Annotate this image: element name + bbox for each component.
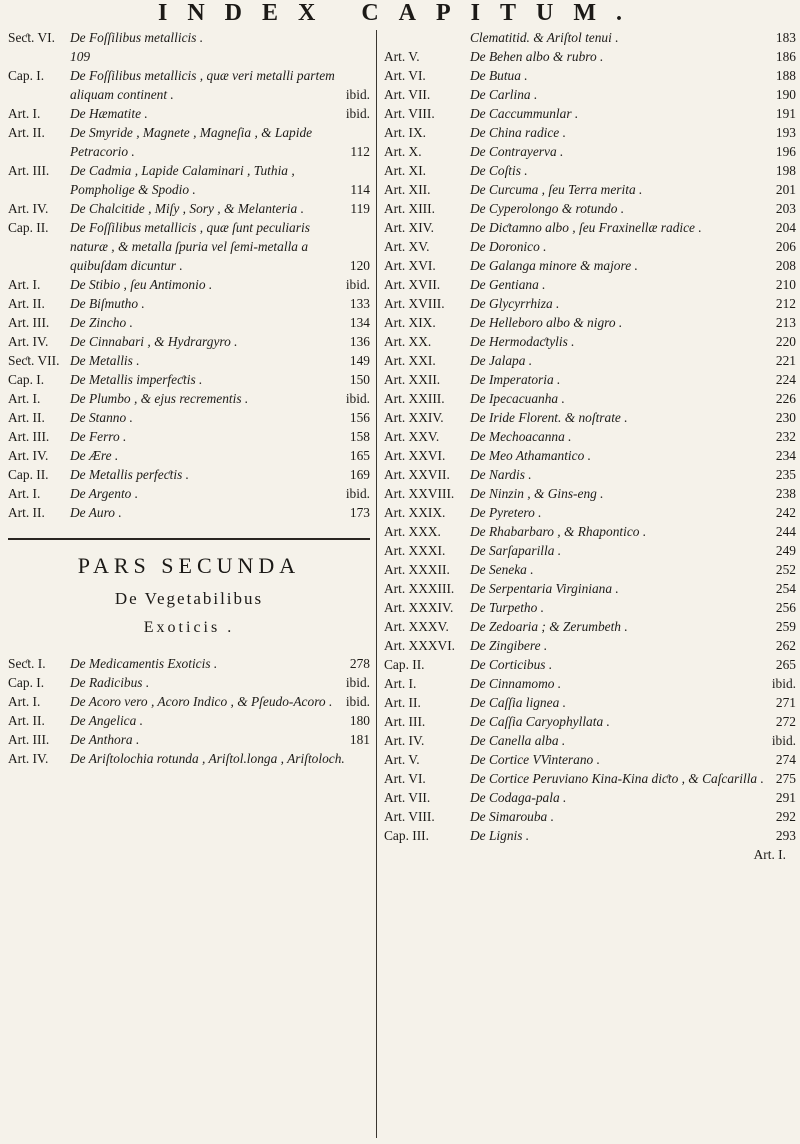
vegetabilibus-heading: De Vegetabilibus	[114, 589, 264, 608]
index-entry	[384, 769, 796, 788]
entry-page: ibid.	[345, 694, 370, 709]
entry-label: Art. I.	[8, 391, 41, 406]
entry-title: De Ferro .	[70, 429, 127, 444]
entry-page: 291	[775, 790, 796, 805]
index-entry	[8, 66, 370, 104]
index-entry	[384, 617, 796, 636]
entry-page: ibid.	[345, 675, 370, 690]
entry-title: De Lignis .	[470, 828, 530, 843]
entry-title: De Metallis perfeƈtis .	[70, 467, 189, 482]
entry-label: Cap. II.	[384, 657, 425, 672]
entry-title: De Stibio , ſeu Antimonio .	[70, 277, 213, 292]
entry-page: 134	[349, 315, 370, 330]
entry-label	[384, 28, 470, 47]
entry-title: De Caſſia lignea .	[470, 695, 566, 710]
index-entry	[384, 294, 796, 313]
index-entry	[8, 484, 370, 503]
entry-label: Cap. I.	[8, 372, 45, 387]
index-entry	[384, 104, 796, 123]
entry-page: 224	[775, 372, 796, 387]
entry-title: De Cortice Peruviano Kina-Kina diƈto , & Caſcarilla .	[470, 771, 764, 786]
entry-label: Art. II.	[8, 296, 45, 311]
entry-title: De Zingibere .	[470, 638, 548, 653]
entry-title: De Contrayerva .	[470, 144, 564, 159]
entry-title: De Metallis imperfeƈtis .	[70, 372, 203, 387]
entry-page: 149	[349, 353, 370, 368]
exoticis-heading: Exoticis .	[143, 619, 235, 636]
index-entry	[384, 522, 796, 541]
entry-page: 226	[775, 391, 796, 406]
entry-title: De Auro .	[70, 505, 122, 520]
index-entry	[8, 199, 370, 218]
index-entry	[384, 47, 796, 66]
index-entry	[8, 218, 370, 275]
entry-label: Art. XII.	[384, 182, 431, 197]
index-entry	[384, 731, 796, 750]
entry-label: Art. XXVII.	[384, 467, 450, 482]
entry-page: ibid.	[345, 277, 370, 292]
entry-title: De Cinnabari , & Hydrargyro .	[70, 334, 238, 349]
entry-page: 181	[349, 732, 370, 747]
entry-title: De Argento .	[70, 486, 139, 501]
entry-label: Art. IV.	[8, 751, 49, 766]
index-entry	[384, 28, 796, 47]
entry-title: De Nardis .	[470, 467, 532, 482]
entry-title: De Carlina .	[470, 87, 538, 102]
entry-label: Art. VIII.	[384, 106, 435, 121]
entry-title: De Mechoacanna .	[470, 429, 572, 444]
entry-label: Art. II.	[8, 505, 45, 520]
entry-page: 158	[349, 429, 370, 444]
entry-label: Art. III.	[8, 315, 50, 330]
entry-label: Art. III.	[8, 429, 50, 444]
index-entry	[8, 503, 370, 522]
index-entry	[384, 66, 796, 85]
entry-title: De Cinnamomo .	[470, 676, 562, 691]
entry-label: Cap. I.	[8, 68, 45, 83]
entry-label: Art. XXXIII.	[384, 581, 455, 596]
entry-label: Art. IX.	[384, 125, 427, 140]
entry-page: 150	[349, 372, 370, 387]
entry-label: Art. I.	[8, 694, 41, 709]
index-entry	[384, 161, 796, 180]
entry-label: Art. III.	[384, 714, 426, 729]
entry-page: ibid.	[345, 486, 370, 501]
index-entry	[384, 256, 796, 275]
index-entry	[8, 654, 370, 673]
section-rule	[8, 538, 370, 540]
index-entry	[8, 446, 370, 465]
entry-page: ibid.	[345, 391, 370, 406]
entry-title: De Doronico .	[470, 239, 547, 254]
entry-title: De Glycyrrhiza .	[470, 296, 560, 311]
index-entry	[384, 275, 796, 294]
entry-label: Art. IV.	[8, 334, 49, 349]
entry-label: Art. XXX.	[384, 524, 441, 539]
entry-page: 262	[775, 638, 796, 653]
entry-page: ibid.	[345, 106, 370, 121]
index-entry	[384, 408, 796, 427]
entry-label: Art. V.	[384, 752, 420, 767]
entry-title: De Cadmia , Lapide Calaminari , Tuthia , Pompholige & Spodio .	[70, 163, 295, 197]
entry-page: 208	[775, 258, 796, 273]
index-entry	[8, 123, 370, 161]
entry-label: Art. I.	[8, 486, 41, 501]
index-entry	[8, 47, 370, 66]
entry-title: De Angelica .	[70, 713, 144, 728]
entry-label: Art. XXXVI.	[384, 638, 456, 653]
entry-title: De Radicibus .	[70, 675, 150, 690]
index-entry	[384, 712, 796, 731]
index-entry	[8, 673, 370, 692]
column-divider	[376, 30, 377, 1138]
entry-page: 186	[775, 49, 796, 64]
entry-label: Art. V.	[384, 49, 420, 64]
index-entry	[384, 85, 796, 104]
index-entry	[384, 484, 796, 503]
entry-page: 292	[775, 809, 796, 824]
entry-page: 256	[775, 600, 796, 615]
entry-label: Art. XVIII.	[384, 296, 445, 311]
entry-label: Seƈt. I.	[8, 656, 46, 671]
index-entry	[384, 598, 796, 617]
entry-page: 244	[775, 524, 796, 539]
entry-page: 271	[775, 695, 796, 710]
entry-label: Art. XX.	[384, 334, 432, 349]
index-entry	[8, 730, 370, 749]
entry-title: De Gentiana .	[470, 277, 546, 292]
entry-label: Art. XXXI.	[384, 543, 446, 558]
entry-title: De Anthora .	[70, 732, 140, 747]
index-entry	[8, 161, 370, 199]
entry-title: De Galanga minore & majore .	[470, 258, 638, 273]
entry-page: 173	[349, 505, 370, 520]
entry-title: Clematitid. & Ariſtol tenui .	[470, 30, 619, 45]
index-entry	[8, 749, 370, 768]
index-entry	[384, 503, 796, 522]
entry-label: Art. XXIV.	[384, 410, 444, 425]
entry-label: Art. I.	[8, 277, 41, 292]
entry-page: 230	[775, 410, 796, 425]
entry-page: 204	[775, 220, 796, 235]
index-entry	[384, 332, 796, 351]
entry-label: Art. II.	[8, 410, 45, 425]
index-entry	[384, 693, 796, 712]
entry-page: 259	[775, 619, 796, 634]
entry-title: De China radice .	[470, 125, 566, 140]
entry-label: Cap. I.	[8, 675, 45, 690]
entry-title: De Cyperolongo & rotundo .	[470, 201, 625, 216]
index-entry	[8, 104, 370, 123]
entry-label: Cap. III.	[384, 828, 429, 843]
entry-page: 278	[349, 656, 370, 671]
entry-label: Art. XIII.	[384, 201, 435, 216]
entry-page: ibid.	[771, 676, 796, 691]
entry-title: De Pyretero .	[470, 505, 542, 520]
entry-label: Art. XXVI.	[384, 448, 446, 463]
entry-title: De Ære .	[70, 448, 119, 463]
entry-title: 109	[70, 49, 91, 64]
entry-label	[8, 47, 70, 66]
index-entry	[384, 218, 796, 237]
index-entry	[8, 351, 370, 370]
entry-label: Art. II.	[8, 125, 45, 140]
index-entry	[8, 28, 370, 47]
entry-title: De Foſſilibus metallicis , quæ ſunt peculiaris naturæ , & metalla ſpuria vel ſemi-metalla a quibuſdam dicuntur .	[70, 220, 310, 273]
entry-title: De Stanno .	[70, 410, 133, 425]
index-entry	[8, 313, 370, 332]
entry-label: Art. IV.	[384, 733, 425, 748]
entry-page: 274	[775, 752, 796, 767]
entry-title: De Serpentaria Virginiana .	[470, 581, 619, 596]
entry-label: Cap. II.	[8, 220, 49, 235]
entry-title: De Sarſaparilla .	[470, 543, 562, 558]
entry-label: Art. IV.	[8, 448, 49, 463]
entry-label: Art. XXVIII.	[384, 486, 455, 501]
entry-page: 293	[775, 828, 796, 843]
entry-label: Art. VI.	[384, 68, 426, 83]
entry-page: 213	[775, 315, 796, 330]
entry-title: De Plumbo , & ejus recrementis .	[70, 391, 249, 406]
entry-page: 203	[775, 201, 796, 216]
entry-title: De Coſtis .	[470, 163, 528, 178]
pars-secunda-heading: PARS SECUNDA	[77, 553, 301, 578]
entry-label: Seƈt. VII.	[8, 353, 60, 368]
entry-label: Art. XXXIV.	[384, 600, 454, 615]
entry-label: Art. III.	[8, 732, 50, 747]
entry-page: 191	[775, 106, 796, 121]
entry-page: 133	[349, 296, 370, 311]
entry-title: De Caſſia Caryophyllata .	[470, 714, 610, 729]
entry-title: De Cortice VVinterano .	[470, 752, 600, 767]
left-top-entries	[8, 28, 370, 522]
entry-label: Art. XXII.	[384, 372, 441, 387]
entry-page: 221	[775, 353, 796, 368]
entry-label: Art. XXXII.	[384, 562, 450, 577]
entry-label: Art. VIII.	[384, 809, 435, 824]
entry-label: Art. XVI.	[384, 258, 436, 273]
entry-title: De Curcuma , ſeu Terra merita .	[470, 182, 643, 197]
entry-page: 254	[775, 581, 796, 596]
entry-label: Cap. II.	[8, 467, 49, 482]
entry-page: 210	[775, 277, 796, 292]
entry-page: 235	[775, 467, 796, 482]
entry-label: Art. XXV.	[384, 429, 440, 444]
entry-title: De Acoro vero , Acoro Indico , & Pſeudo-Acoro .	[70, 694, 333, 709]
index-entry	[384, 389, 796, 408]
entry-page: ibid.	[345, 87, 370, 102]
left-bottom-entries	[8, 654, 370, 768]
index-entry	[384, 427, 796, 446]
entry-label: Art. XXXV.	[384, 619, 449, 634]
entry-page: 180	[349, 713, 370, 728]
index-entry	[8, 275, 370, 294]
entry-page: 265	[775, 657, 796, 672]
entry-label: Art. VI.	[384, 771, 426, 786]
entry-title: De Jalapa .	[470, 353, 533, 368]
index-entry	[384, 807, 796, 826]
entry-label: Art. XI.	[384, 163, 427, 178]
entry-label: Art. XXIII.	[384, 391, 445, 406]
catchword: Art. I.	[753, 847, 786, 862]
entry-title: De Foſſilibus metallicis .	[70, 30, 204, 45]
index-entry	[384, 541, 796, 560]
entry-page: 120	[349, 258, 370, 273]
index-entry	[8, 692, 370, 711]
entry-page: 114	[350, 182, 370, 197]
entry-title: De Zincho .	[70, 315, 133, 330]
index-entry	[384, 313, 796, 332]
entry-page: 169	[349, 467, 370, 482]
entry-label: Art. XXIX.	[384, 505, 446, 520]
index-entry	[384, 123, 796, 142]
entry-title: De Meo Athamantico .	[470, 448, 591, 463]
entry-title: De Ninzin , & Gins-eng .	[470, 486, 604, 501]
index-entry	[384, 465, 796, 484]
index-entry	[8, 370, 370, 389]
entry-title: De Canella alba .	[470, 733, 566, 748]
index-entry	[384, 674, 796, 693]
index-entry	[384, 199, 796, 218]
entry-label: Art. I.	[8, 106, 41, 121]
entry-title: De Behen albo & rubro .	[470, 49, 604, 64]
entry-page: 272	[775, 714, 796, 729]
entry-title: De Helleboro albo & nigro .	[470, 315, 623, 330]
right-entries	[384, 28, 796, 845]
index-entry	[384, 370, 796, 389]
entry-page: 183	[775, 30, 796, 45]
entry-page: 220	[775, 334, 796, 349]
entry-title: De Diƈtamno albo , ſeu Fraxinellæ radice .	[470, 220, 702, 235]
entry-label: Art. IV.	[8, 201, 49, 216]
index-entry	[384, 579, 796, 598]
entry-title: De Chalcitide , Miſy , Sory , & Melanteria .	[70, 201, 304, 216]
entry-label: Art. II.	[384, 695, 421, 710]
entry-page: 165	[349, 448, 370, 463]
entry-title: De Caccummunlar .	[470, 106, 579, 121]
entry-page: 232	[775, 429, 796, 444]
entry-label: Art. VII.	[384, 87, 431, 102]
left-column	[8, 28, 370, 768]
index-entry	[8, 711, 370, 730]
entry-label: Seƈt. VI.	[8, 30, 55, 45]
entry-page: 198	[775, 163, 796, 178]
entry-label: Art. XXI.	[384, 353, 436, 368]
entry-label: Art. II.	[8, 713, 45, 728]
entry-title: De Medicamentis Exoticis .	[70, 656, 218, 671]
entry-label: Art. XVII.	[384, 277, 441, 292]
entry-title: De Foſſilibus metallicis , quæ veri metalli partem aliquam continent .	[70, 68, 335, 102]
right-column	[384, 28, 796, 864]
index-entry	[384, 636, 796, 655]
entry-title: De Butua .	[470, 68, 528, 83]
entry-label: Art. X.	[384, 144, 422, 159]
index-entry	[8, 332, 370, 351]
entry-title: De Ariſtolochia rotunda , Ariſtol.longa , Ariſtoloch.	[70, 751, 345, 766]
entry-title: De Corticibus .	[470, 657, 553, 672]
entry-page: 249	[775, 543, 796, 558]
entry-page: 112	[350, 144, 370, 159]
entry-page: 212	[775, 296, 796, 311]
entry-label: Art. VII.	[384, 790, 431, 805]
index-entry	[384, 180, 796, 199]
entry-page: 119	[350, 201, 370, 216]
entry-page: 201	[775, 182, 796, 197]
entry-page: 275	[775, 771, 796, 786]
index-entry	[384, 142, 796, 161]
index-entry	[384, 351, 796, 370]
entry-page: 238	[775, 486, 796, 501]
page-header: INDEX CAPITUM.	[158, 0, 642, 26]
entry-title: De Codaga-pala .	[470, 790, 567, 805]
entry-title: De Zedoaria ; & Zerumbeth .	[470, 619, 628, 634]
entry-title: De Biſmutho .	[70, 296, 145, 311]
entry-title: De Hæmatite .	[70, 106, 148, 121]
index-entry	[384, 750, 796, 769]
entry-title: De Ipecacuanha .	[470, 391, 565, 406]
entry-title: De Turpetho .	[470, 600, 545, 615]
entry-title: De Imperatoria .	[470, 372, 561, 387]
entry-page: 136	[349, 334, 370, 349]
entry-page: 252	[775, 562, 796, 577]
index-entry	[384, 237, 796, 256]
entry-title: De Metallis .	[70, 353, 140, 368]
entry-page: 234	[775, 448, 796, 463]
entry-page: 193	[775, 125, 796, 140]
index-entry	[8, 465, 370, 484]
entry-page: 188	[775, 68, 796, 83]
entry-title: De Iride Florent. & noſtrate .	[470, 410, 628, 425]
entry-title: De Hermodaƈtylis .	[470, 334, 575, 349]
index-entry	[384, 788, 796, 807]
entry-label: Art. III.	[8, 163, 50, 178]
index-entry	[384, 826, 796, 845]
index-entry	[8, 294, 370, 313]
entry-label: Art. XIV.	[384, 220, 434, 235]
entry-title: De Smyride , Magnete , Magneſia , & Lapide Petracorio .	[70, 125, 313, 159]
entry-title: De Simarouba .	[470, 809, 554, 824]
entry-title: De Rhabarbaro , & Rhapontico .	[470, 524, 647, 539]
entry-title: De Seneka .	[470, 562, 534, 577]
index-entry	[384, 560, 796, 579]
entry-page: 196	[775, 144, 796, 159]
entry-label: Art. I.	[384, 676, 417, 691]
entry-label: Art. XIX.	[384, 315, 436, 330]
entry-page: 242	[775, 505, 796, 520]
index-entry	[8, 389, 370, 408]
index-entry	[384, 655, 796, 674]
index-entry	[8, 408, 370, 427]
index-entry	[384, 446, 796, 465]
entry-label: Art. XV.	[384, 239, 430, 254]
index-entry	[8, 427, 370, 446]
entry-page: 190	[775, 87, 796, 102]
entry-page: ibid.	[771, 733, 796, 748]
entry-page: 156	[349, 410, 370, 425]
entry-page: 206	[775, 239, 796, 254]
